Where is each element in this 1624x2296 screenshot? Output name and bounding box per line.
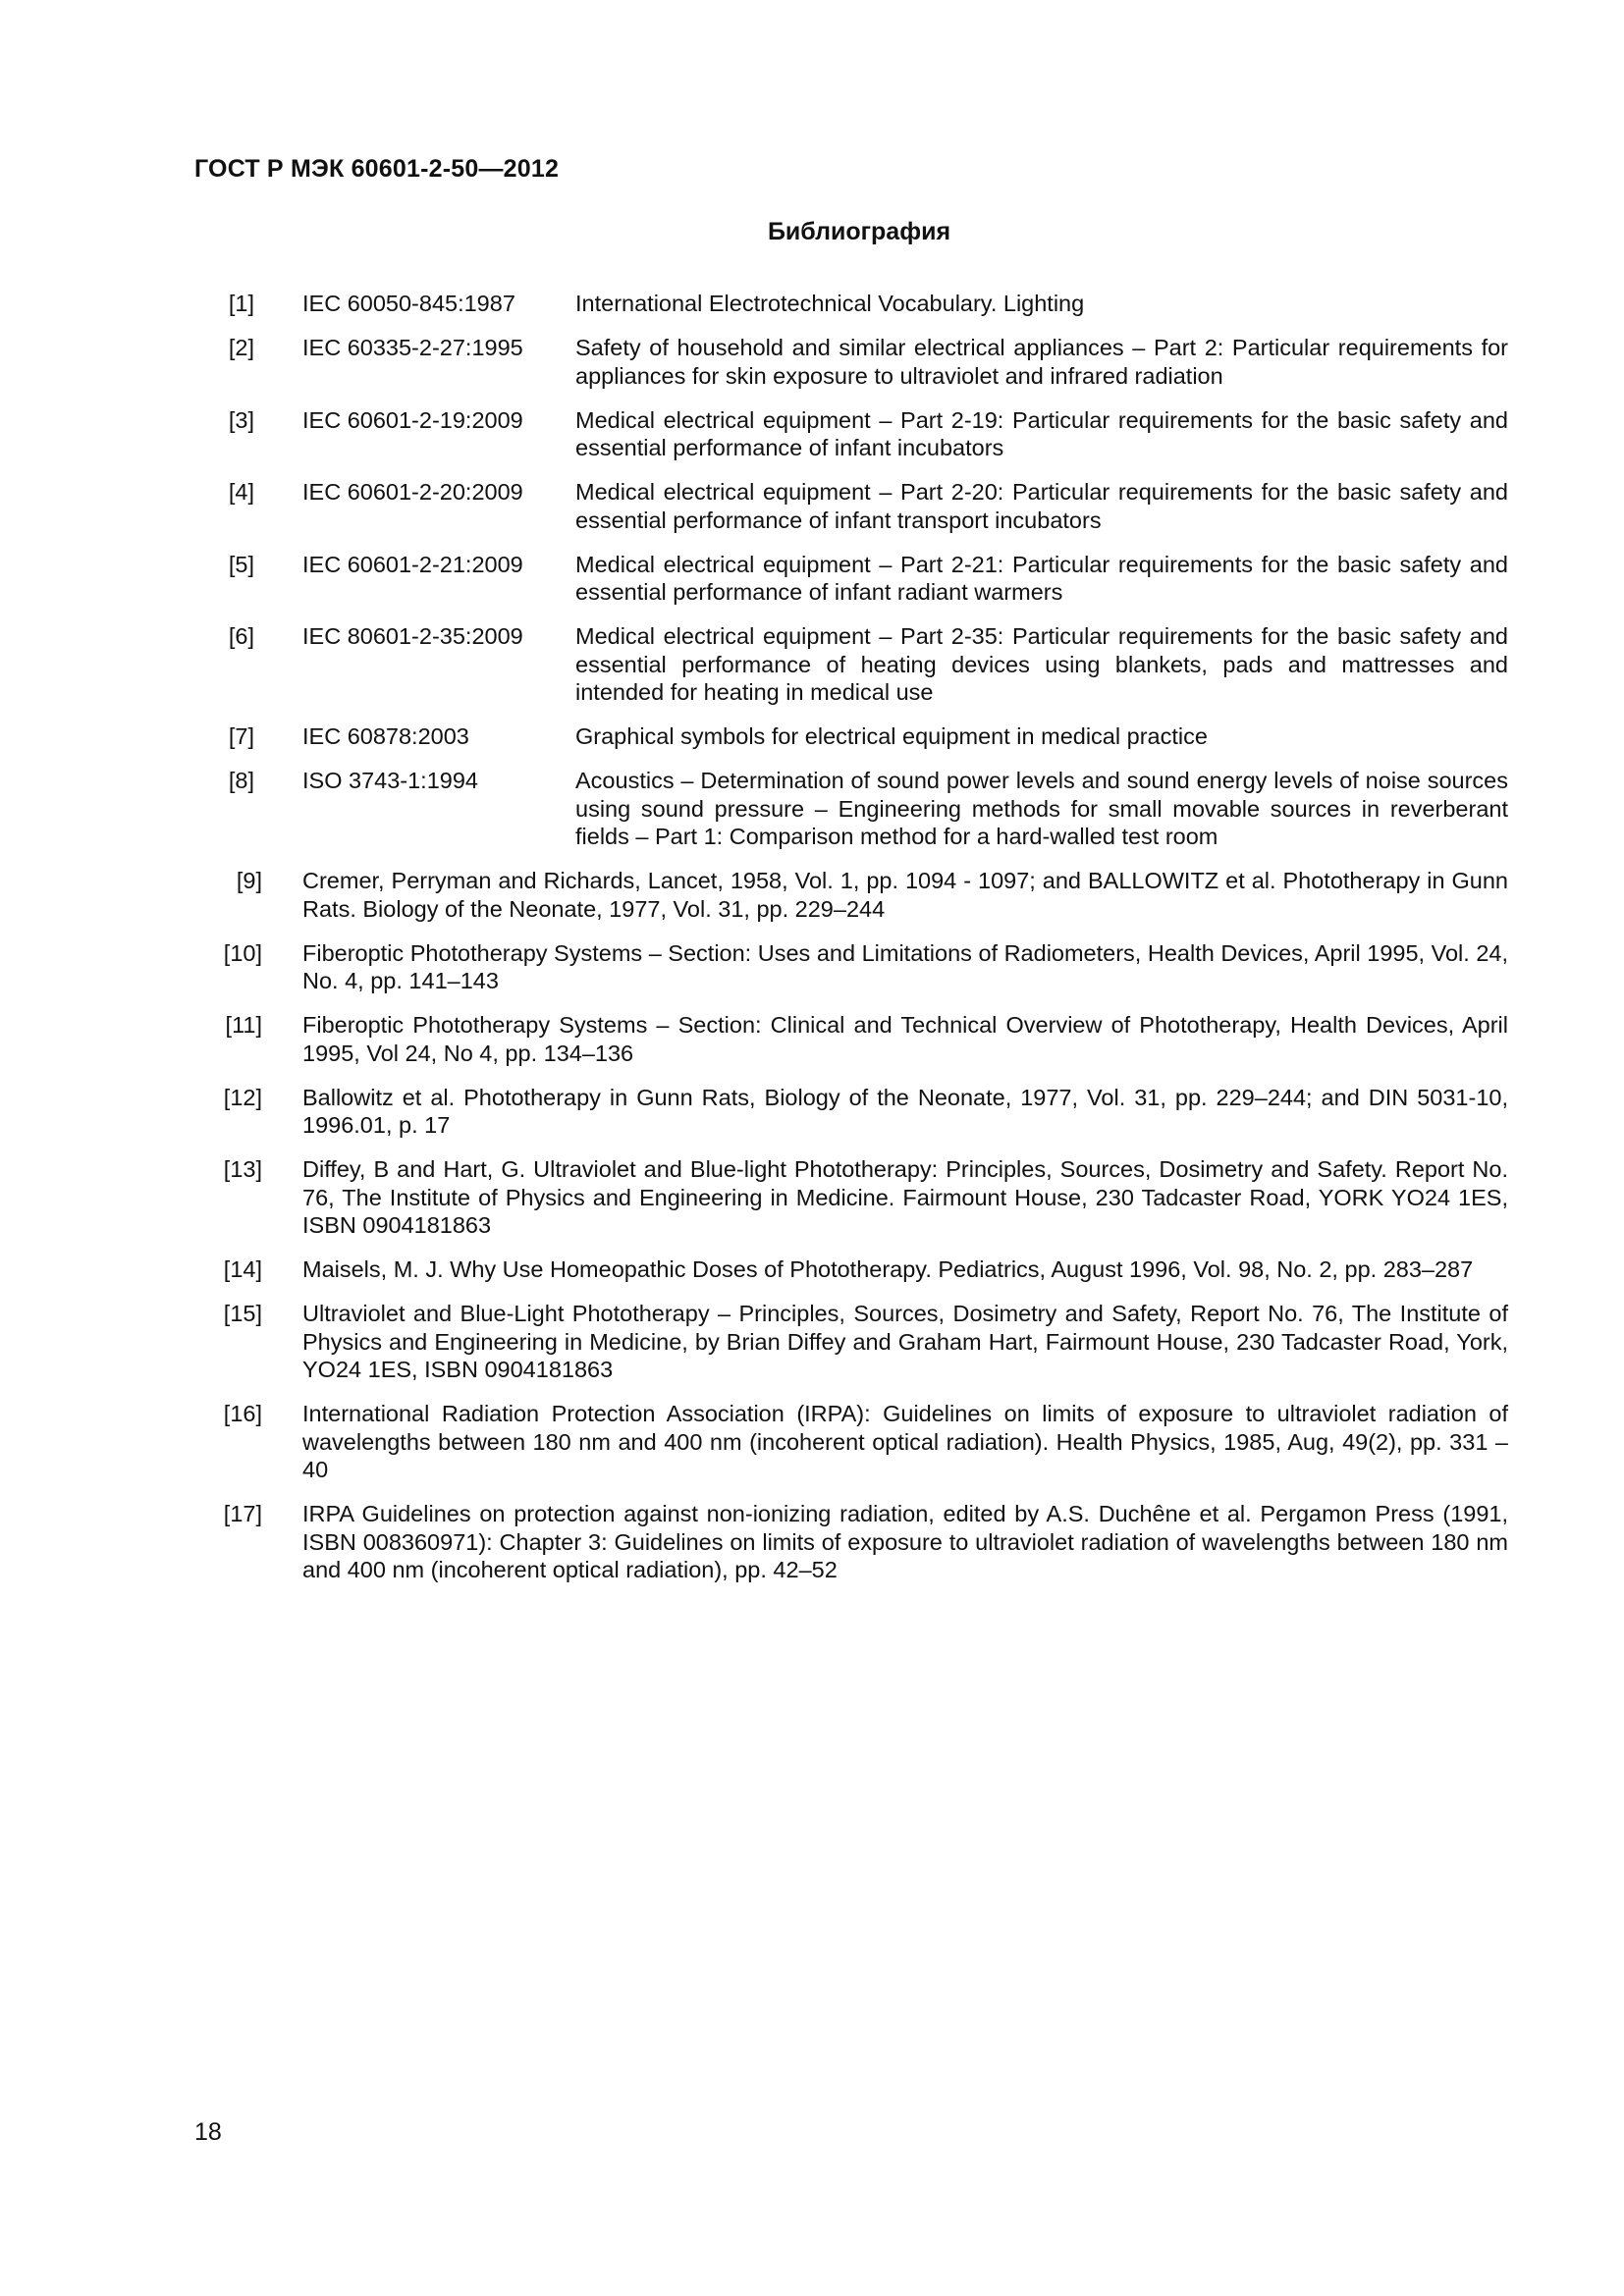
bibliography-entry-2 — [0, 334, 1624, 390]
bibliography-entry-7 — [0, 722, 1624, 751]
entry-number: [3] — [228, 406, 254, 433]
entry-number: [17] — [223, 1501, 262, 1526]
bibliography-entry-3 — [0, 406, 1624, 462]
entry-text: International Electrotechnical Vocabulary. Lighting — [575, 291, 1085, 316]
entry-number: [9] — [236, 868, 262, 893]
entry-number: [15] — [223, 1301, 262, 1326]
entry-standard-code: IEC 60335-2-27:1995 — [302, 335, 523, 360]
bibliography-entry-11 — [0, 1011, 1624, 1067]
entry-text: International Radiation Protection Association (IRPA): Guidelines on limits of exposure to ultraviolet radiation of wavelengths between 180 nm and 400 nm (incoherent optical radiation). Health Physics, 1985, Aug, 49(2), pp. 331 – 40 — [302, 1401, 1508, 1482]
entry-standard-code: IEC 60601-2-20:2009 — [302, 479, 523, 505]
standard-code-header: ГОСТ Р МЭК 60601-2-50—2012 — [194, 155, 560, 183]
entry-number: [7] — [228, 723, 254, 749]
bibliography-entry-16 — [0, 1400, 1624, 1484]
entry-text: Fiberoptic Phototherapy Systems – Section: Uses and Limitations of Radiometers, Health Devices, April 1995, Vol. 24, No. 4, pp. 141–143 — [302, 939, 1508, 993]
entry-number: [13] — [223, 1156, 262, 1182]
entry-number: [8] — [228, 768, 254, 793]
bibliography-entry-5 — [0, 551, 1624, 607]
bibliography-entry-10 — [0, 939, 1624, 995]
entry-standard-code: IEC 60878:2003 — [302, 723, 469, 749]
entry-text: Medical electrical equipment – Part 2-20: Particular requirements for the basic safety and essential performance of infant transport incubators — [575, 479, 1508, 533]
bibliography-entry-9 — [0, 867, 1624, 923]
entry-number: [12] — [223, 1084, 262, 1110]
entry-number: [4] — [228, 479, 254, 505]
entry-text: Ballowitz et al. Phototherapy in Gunn Rats, Biology of the Neonate, 1977, Vol. 31, pp. 229–244; and DIN 5031-10, 1996.01, p. 17 — [302, 1084, 1508, 1138]
entry-standard-code: IEC 80601-2-35:2009 — [302, 623, 523, 649]
entry-number: [16] — [223, 1401, 262, 1426]
entry-text: Maisels, M. J. Why Use Homeopathic Doses of Phototherapy. Pediatrics, August 1996, Vol. 98, No. 2, pp. 283–287 — [302, 1256, 1474, 1282]
bibliography-title: Библиография — [767, 218, 951, 245]
entry-number: [11] — [225, 1012, 262, 1038]
bibliography-entry-13 — [0, 1155, 1624, 1240]
bibliography-entry-1 — [0, 290, 1624, 318]
bibliography-entry-14 — [0, 1255, 1624, 1284]
bibliography-entry-4 — [0, 478, 1624, 534]
entry-number: [14] — [223, 1256, 262, 1282]
entry-text: IRPA Guidelines on protection against non-ionizing radiation, edited by A.S. Duchêne et al. Pergamon Press (1991, ISBN 008360971): Chapter 3: Guidelines on limits of exposure to ultraviolet radiation of wavelengths between 180 nm and 400 nm (incoherent optical radiation), pp. 42–52 — [302, 1501, 1508, 1582]
bibliography-entry-15 — [0, 1300, 1624, 1384]
bibliography-entry-6 — [0, 622, 1624, 707]
entry-text: Ultraviolet and Blue-Light Phototherapy – Principles, Sources, Dosimetry and Safety, Report No. 76, The Institute of Physics and Engineering in Medicine, by Brian Diffey and Graham Hart, Fairmount House, 230 Tadcaster Road, York, YO24 1ES, ISBN 0904181863 — [302, 1301, 1508, 1382]
bibliography-entry-17 — [0, 1500, 1624, 1584]
entry-text: Diffey, B and Hart, G. Ultraviolet and Blue-light Phototherapy: Principles, Sources, Dosimetry and Safety. Report No. 76, The Institute of Physics and Engineering in Medicine. Fairmount House, 230 Tadcaster Road, YORK YO24 1ES, ISBN 0904181863 — [302, 1156, 1508, 1238]
entry-text: Acoustics – Determination of sound power levels and sound energy levels of noise sources using sound pressure – Engineering methods for small movable sources in reverberant fields – Part 1: Comparison method for a hard-walled test room — [575, 768, 1508, 849]
entry-number: [10] — [223, 939, 262, 966]
entry-number: [1] — [228, 291, 254, 316]
entry-text: Medical electrical equipment – Part 2-35: Particular requirements for the basic safety and essential performance of heating devices using blankets, pads and mattresses and intended for heating in medical use — [575, 623, 1508, 705]
entry-text: Fiberoptic Phototherapy Systems – Section: Clinical and Technical Overview of Phototherapy, Health Devices, April 1995, Vol 24, No 4, pp. 134–136 — [302, 1012, 1508, 1066]
entry-standard-code: IEC 60601-2-21:2009 — [302, 551, 523, 577]
bibliography-entry-8 — [0, 767, 1624, 851]
entry-number: [6] — [228, 623, 254, 649]
entry-text: Graphical symbols for electrical equipment in medical practice — [575, 723, 1208, 749]
entry-number: [5] — [228, 551, 254, 577]
page-number: 18 — [194, 2118, 222, 2146]
entry-text: Safety of household and similar electrical appliances – Part 2: Particular requirements for appliances for skin exposure to ultraviolet and infrared radiation — [575, 335, 1508, 389]
bibliography-entry-12 — [0, 1084, 1624, 1140]
entry-standard-code: IEC 60601-2-19:2009 — [302, 406, 523, 433]
entry-standard-code: IEC 60050-845:1987 — [302, 291, 515, 316]
bibliography-list — [0, 290, 1624, 1600]
entry-standard-code: ISO 3743-1:1994 — [302, 768, 478, 793]
entry-text: Medical electrical equipment – Part 2-19: Particular requirements for the basic safety and essential performance of infant incubators — [575, 406, 1508, 460]
entry-text: Medical electrical equipment – Part 2-21: Particular requirements for the basic safety and essential performance of infant radiant warmers — [575, 551, 1508, 605]
entry-number: [2] — [228, 335, 254, 360]
entry-text: Cremer, Perryman and Richards, Lancet, 1958, Vol. 1, pp. 1094 - 1097; and BALLOWITZ et al. Phototherapy in Gunn Rats. Biology of the Neonate, 1977, Vol. 31, pp. 229–244 — [302, 868, 1508, 922]
